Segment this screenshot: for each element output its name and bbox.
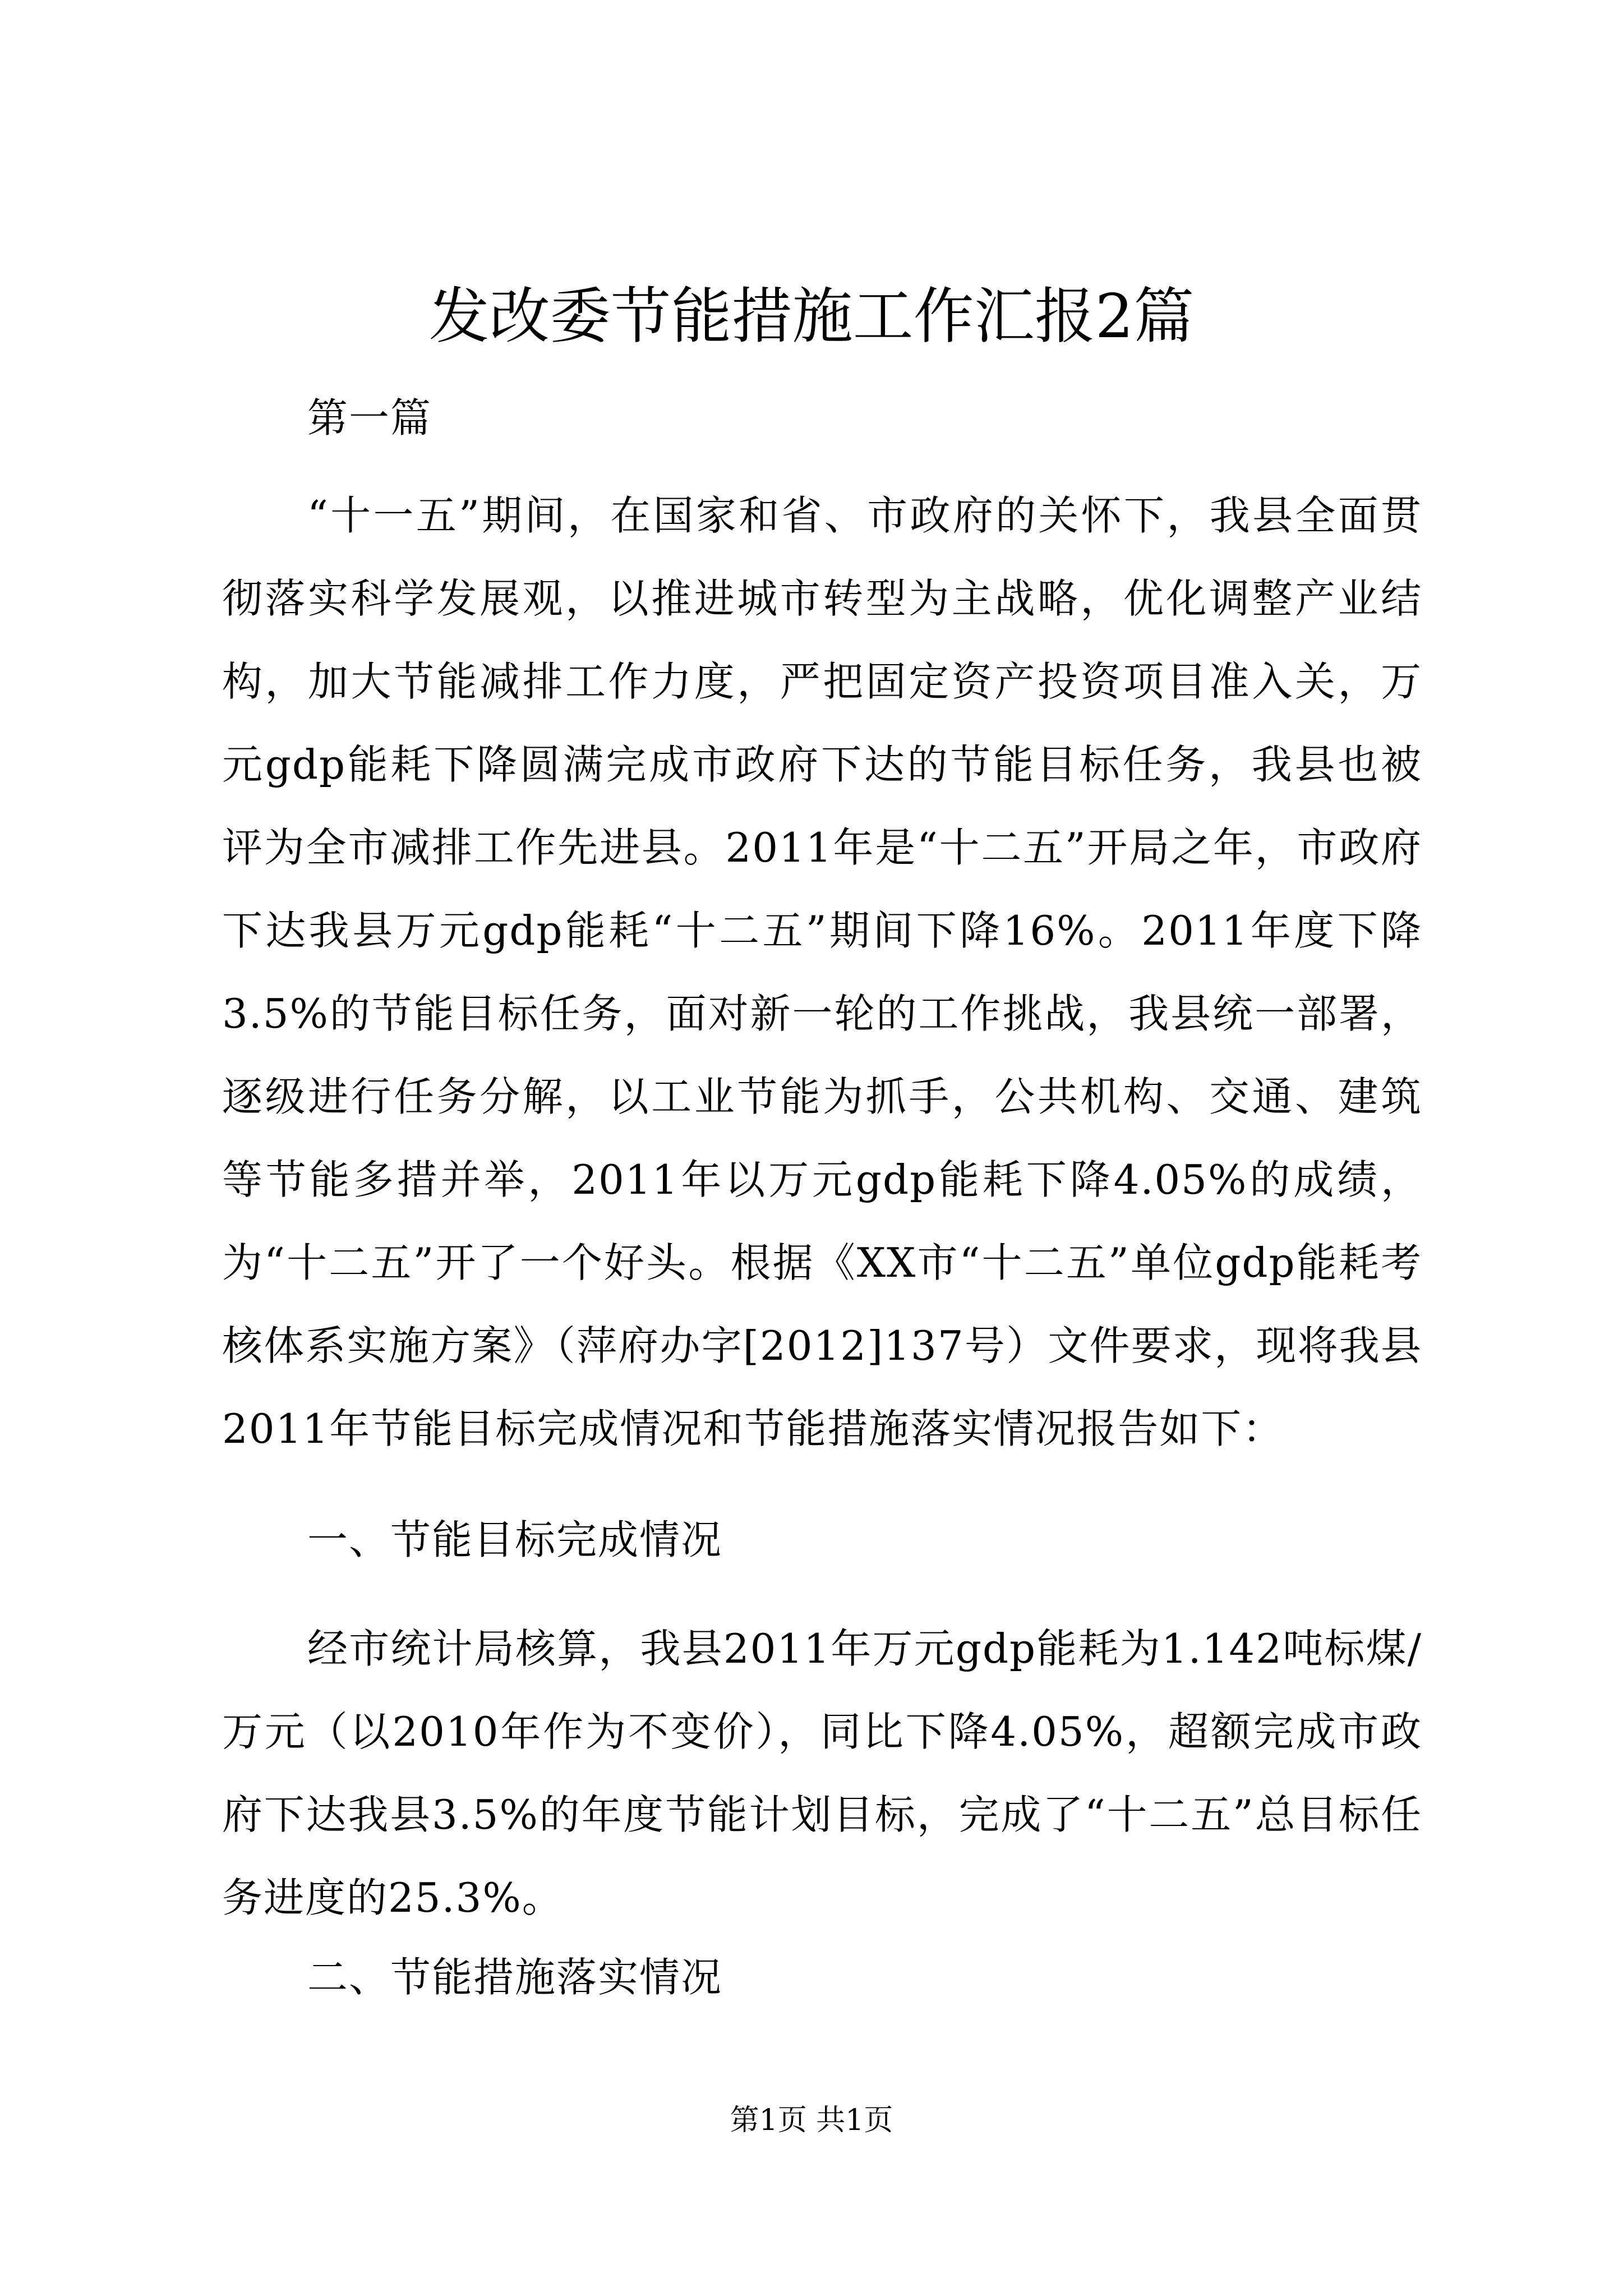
section-label: 第一篇 (307, 394, 432, 441)
section-heading-2: 二、节能措施落实情况 (307, 1954, 723, 2001)
document-title: 发改委节能措施工作汇报2篇 (428, 282, 1195, 352)
page-footer: 第1页 共1页 (730, 2104, 893, 2137)
body-paragraph-1: “十一五”期间，在国家和省、市政府的关怀下，我县全面贯彻落实科学发展观，以推进城市转型为主战略，优化调整产业结构，加大节能减排工作力度，严把固定资产投资项目准入关，万元gdp能耗下降圆满完成市政府下达的节能目标任务，我县也被评为全市减排工作先进县。2011年是“十二五”开局之年，市政府下达我县万元gdp能耗“十二五”期间下降16%。2011年度下降3.5%的节能目标任务，面对新一轮的工作挑战，我县统一部署，逐级进行任务分解，以工业节能为抓手，公共机构、交通、建筑等节能多措并举，2011年以万元gdp能耗下降4.05%的成绩，为“十二五”开了一个好头。根据《XX市“十二五”单位gdp能耗考核体系实施方案》（萍府办字[2012]137号）文件要求，现将我县2011年节能目标完成情况和节能措施落实情况报告如下： (222, 492, 1422, 1452)
section-heading-1: 一、节能目标完成情况 (307, 1516, 723, 1563)
body-paragraph-2: 经市统计局核算，我县2011年万元gdp能耗为1.142吨标煤/万元（以2010年作为不变价），同比下降4.05%，超额完成市政府下达我县3.5%的年度节能计划目标，完成了“十二五”总目标任务进度的25.3%。 (222, 1625, 1422, 1921)
